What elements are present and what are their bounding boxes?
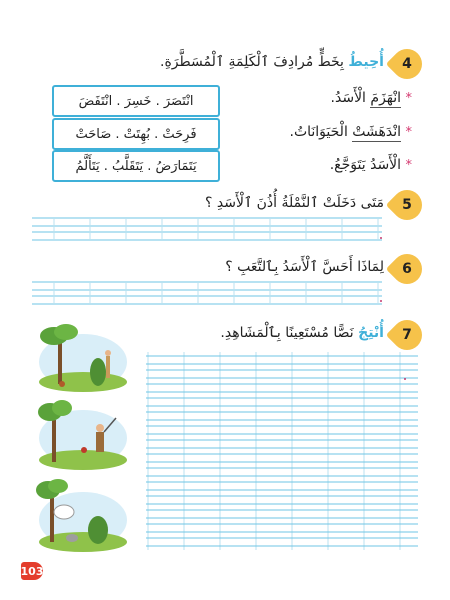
q4-sentence-3 xyxy=(330,157,412,173)
underlined-word: انْدَهَشَتْ xyxy=(352,124,402,140)
q5-dot xyxy=(380,237,382,239)
scene-3-illustration xyxy=(36,478,130,552)
q6-dot xyxy=(380,300,382,302)
question-4-instruction: بِخَطٍّ مُرادِفَ ٱلْكَلِمَةِ ٱلْمُسَطَّرَةِ. xyxy=(160,54,344,70)
page-number: 103 xyxy=(21,562,43,580)
question-6-badge: 6 xyxy=(392,254,422,284)
bullet: * xyxy=(405,158,412,173)
underlined-word: انْهَزَمَ xyxy=(370,90,402,106)
question-7-badge: 7 xyxy=(392,320,422,350)
q4-choices-3[interactable]: يَتَمَارَضُ . يَتَقَلَّبُ . يَتَأَلَّمُ xyxy=(52,150,220,182)
q4-sentence-2 xyxy=(290,124,413,140)
question-4-verb: أُحِيطُ xyxy=(348,54,384,70)
q4-choices-1[interactable]: انْتَصَرَ . خَسِرَ . انْتَفَضَ xyxy=(52,85,220,117)
sentence-rest: الْحَيَوَانَاتُ. xyxy=(289,124,353,140)
q6-writing-lines[interactable] xyxy=(32,280,382,306)
question-4-text xyxy=(160,54,384,70)
q4-choices-2[interactable]: فَرِحَتْ . بُهِتَتْ . صَاحَتْ xyxy=(52,118,220,150)
q4-sentence-1 xyxy=(331,90,412,106)
question-5-text: مَتَى دَخَلَتْ ٱلنَّمْلَةُ أُذُنَ ٱلْأَسَدِ ؟ xyxy=(205,195,384,211)
q7-lines-svg xyxy=(146,352,418,552)
sentence-rest: الْأَسَدُ. xyxy=(330,90,371,106)
scene-1-illustration xyxy=(36,322,130,392)
question-4-badge: 4 xyxy=(392,49,422,79)
question-7-text xyxy=(220,325,384,341)
scene-2-illustration xyxy=(36,398,130,470)
q6-lines-svg xyxy=(32,280,382,306)
sentence-rest: الْأَسَدُ يَتَوَجَّعُ. xyxy=(329,157,402,173)
q7-writing-area[interactable] xyxy=(146,352,418,552)
q5-lines-svg xyxy=(32,216,382,242)
bullet: * xyxy=(405,125,412,140)
bullet: * xyxy=(405,91,412,106)
question-7-verb: أُنْتِجُ xyxy=(358,325,384,341)
question-7-instruction: نَصًّا مُسْتَعِينًا بِٱلْمَشَاهِدِ. xyxy=(220,325,354,341)
question-6-text: لِمَاذَا أَحَسَّ ٱلْأَسَدُ بِٱلتَّعَبِ ؟ xyxy=(225,259,384,275)
q7-dot xyxy=(404,378,406,380)
question-5-badge: 5 xyxy=(392,190,422,220)
q5-writing-lines[interactable] xyxy=(32,216,382,242)
